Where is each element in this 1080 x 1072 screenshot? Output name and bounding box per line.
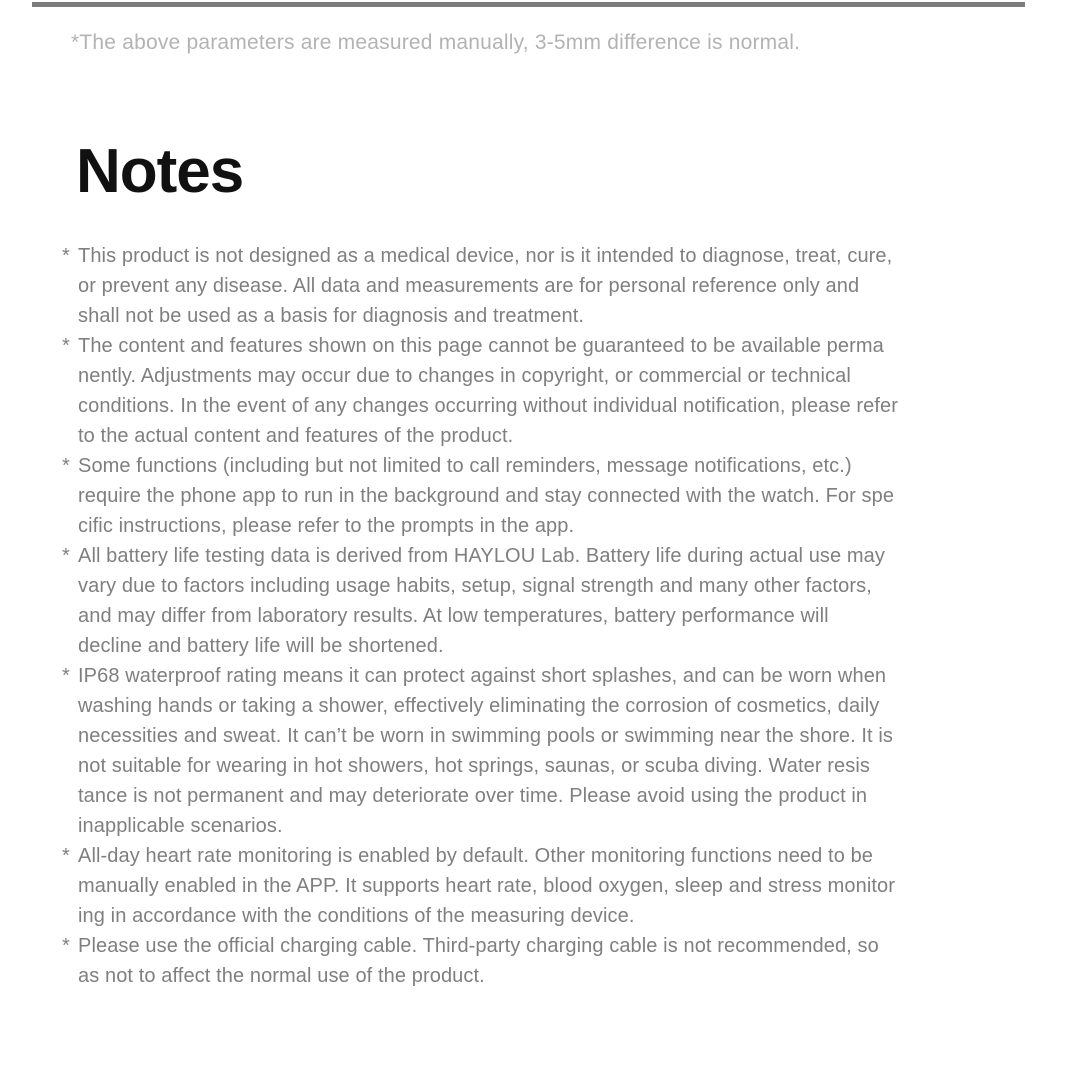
note-bullet: * bbox=[62, 245, 70, 267]
note-line: and may differ from laboratory results. At low temperatures, battery performance will bbox=[78, 605, 829, 627]
note-lines bbox=[78, 841, 1022, 931]
note-line: This product is not designed as a medical device, nor is it intended to diagnose, treat, cure, bbox=[78, 245, 893, 267]
note-line: Please use the official charging cable. Third-party charging cable is not recommended, so bbox=[78, 935, 879, 957]
note-bullet: * bbox=[62, 845, 70, 867]
note-line: The content and features shown on this page cannot be guaranteed to be available perma bbox=[78, 335, 884, 357]
note-line: washing hands or taking a shower, effectively eliminating the corrosion of cosmetics, daily bbox=[78, 695, 880, 717]
note-line: inapplicable scenarios. bbox=[78, 815, 283, 837]
note-item bbox=[62, 451, 1022, 541]
note-lines bbox=[78, 451, 1022, 541]
note-line: vary due to factors including usage habits, setup, signal strength and many other factors, bbox=[78, 575, 872, 597]
note-line: nently. Adjustments may occur due to changes in copyright, or commercial or technical bbox=[78, 365, 851, 387]
measurement-disclaimer: *The above parameters are measured manually, 3-5mm difference is normal. bbox=[71, 31, 801, 54]
note-line: manually enabled in the APP. It supports heart rate, blood oxygen, sleep and stress monitor bbox=[78, 875, 895, 897]
note-item bbox=[62, 661, 1022, 841]
note-line: or prevent any disease. All data and measurements are for personal reference only and bbox=[78, 275, 860, 297]
note-item bbox=[62, 841, 1022, 931]
notes-list bbox=[62, 241, 1022, 991]
note-bullet: * bbox=[62, 335, 70, 357]
top-divider-bar bbox=[32, 2, 1025, 7]
note-lines bbox=[78, 241, 1022, 331]
note-line: require the phone app to run in the background and stay connected with the watch. For spe bbox=[78, 485, 895, 507]
note-line: conditions. In the event of any changes occurring without individual notification, please refer bbox=[78, 395, 898, 417]
note-line: Some functions (including but not limited to call reminders, message notifications, etc.) bbox=[78, 455, 852, 477]
note-item bbox=[62, 331, 1022, 451]
note-bullet: * bbox=[62, 545, 70, 567]
note-line: as not to affect the normal use of the product. bbox=[78, 965, 485, 987]
note-item bbox=[62, 241, 1022, 331]
note-bullet: * bbox=[62, 935, 70, 957]
note-item bbox=[62, 931, 1022, 991]
note-line: All battery life testing data is derived from HAYLOU Lab. Battery life during actual use may bbox=[78, 545, 885, 567]
note-line: necessities and sweat. It can’t be worn in swimming pools or swimming near the shore. It is bbox=[78, 725, 893, 747]
note-line: to the actual content and features of the product. bbox=[78, 425, 514, 447]
note-lines bbox=[78, 931, 1022, 991]
note-line: All-day heart rate monitoring is enabled by default. Other monitoring functions need to be bbox=[78, 845, 874, 867]
note-line: not suitable for wearing in hot showers, hot springs, saunas, or scuba diving. Water resis bbox=[78, 755, 870, 777]
note-lines bbox=[78, 331, 1022, 451]
note-lines bbox=[78, 541, 1022, 661]
note-line: shall not be used as a basis for diagnosis and treatment. bbox=[78, 305, 585, 327]
note-line: ing in accordance with the conditions of the measuring device. bbox=[78, 905, 635, 927]
note-line: IP68 waterproof rating means it can protect against short splashes, and can be worn when bbox=[78, 665, 887, 687]
note-bullet: * bbox=[62, 455, 70, 477]
note-lines bbox=[78, 661, 1022, 841]
note-line: cific instructions, please refer to the prompts in the app. bbox=[78, 515, 575, 537]
note-line: decline and battery life will be shortened. bbox=[78, 635, 444, 657]
notes-heading: Notes bbox=[76, 137, 244, 206]
note-line: tance is not permanent and may deteriorate over time. Please avoid using the product in bbox=[78, 785, 868, 807]
note-item bbox=[62, 541, 1022, 661]
note-bullet: * bbox=[62, 665, 70, 687]
